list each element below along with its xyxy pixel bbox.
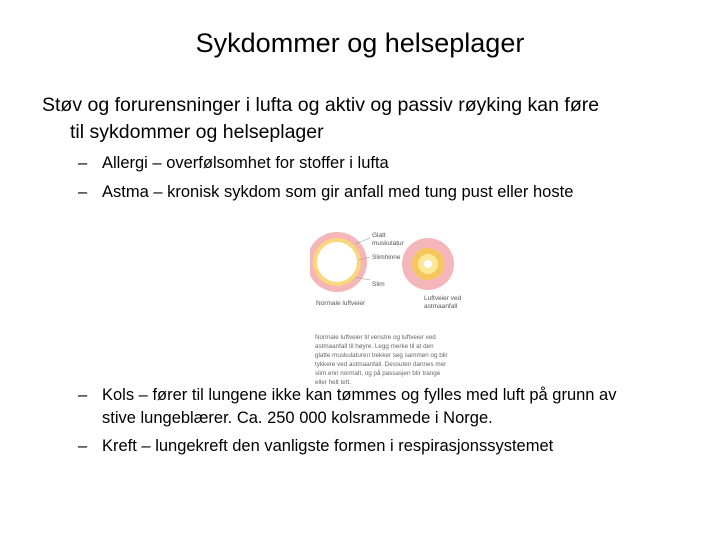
label-slim: Slim [372,281,385,288]
dash: – [78,437,88,455]
sub-bullet-allergi [78,152,698,175]
main-bullet-line1: Støv og forurensninger i lufta og aktiv og passiv røyking kan føre [42,94,600,116]
main-bullet [42,92,692,146]
dash: – [78,386,88,404]
sub-bullet-text: Astma – kronisk sykdom som gir anfall med tung pust eller hoste [102,183,574,201]
label-slimhinne: Slimhinne [372,254,401,261]
dash: – [78,183,88,201]
dash: – [78,154,88,172]
label-astma-luftveier: Luftveier ved astmaanfall [424,295,462,310]
sub-bullet-kreft [78,435,698,458]
normal-airway-lumen [317,242,357,282]
sub-bullet-astma [78,181,698,204]
sub-bullet-text-line2: stive lungeblærer. Ca. 250 000 kolsrammede i Norge. [102,409,493,427]
sub-bullet-text-line1: Kols – fører til lungene ikke kan tømmes og fylles med luft på grunn av [102,386,617,404]
label-normale-luftveier: Normale luftveier [316,300,366,307]
slide-title: Sykdommer og helseplager [195,28,525,58]
sub-bullet-text: Kreft – lungekreft den vanligste formen i respirasjonssystemet [102,437,554,455]
sub-bullet-text: Allergi – overfølsomhet for stoffer i lufta [102,154,389,172]
label-glatt-muskulatur: Glatt muskulatur [372,232,404,247]
sub-bullet-kols [78,384,698,430]
main-bullet-line2: til sykdommer og helseplager [70,121,324,143]
asthma-airway-lumen [424,260,432,268]
figure-caption: Normale luftveier til venstre og luftveier ved astmaanfall til høyre. Legg merke til at den glatte muskulaturen trekker seg sammen og blir tykkere ved astmaanfall. Dessuten dannes mer slim enn normalt, og på passasjen blir trange eller helt tett. [315,334,448,386]
cappelen-damm-logo [288,501,430,521]
